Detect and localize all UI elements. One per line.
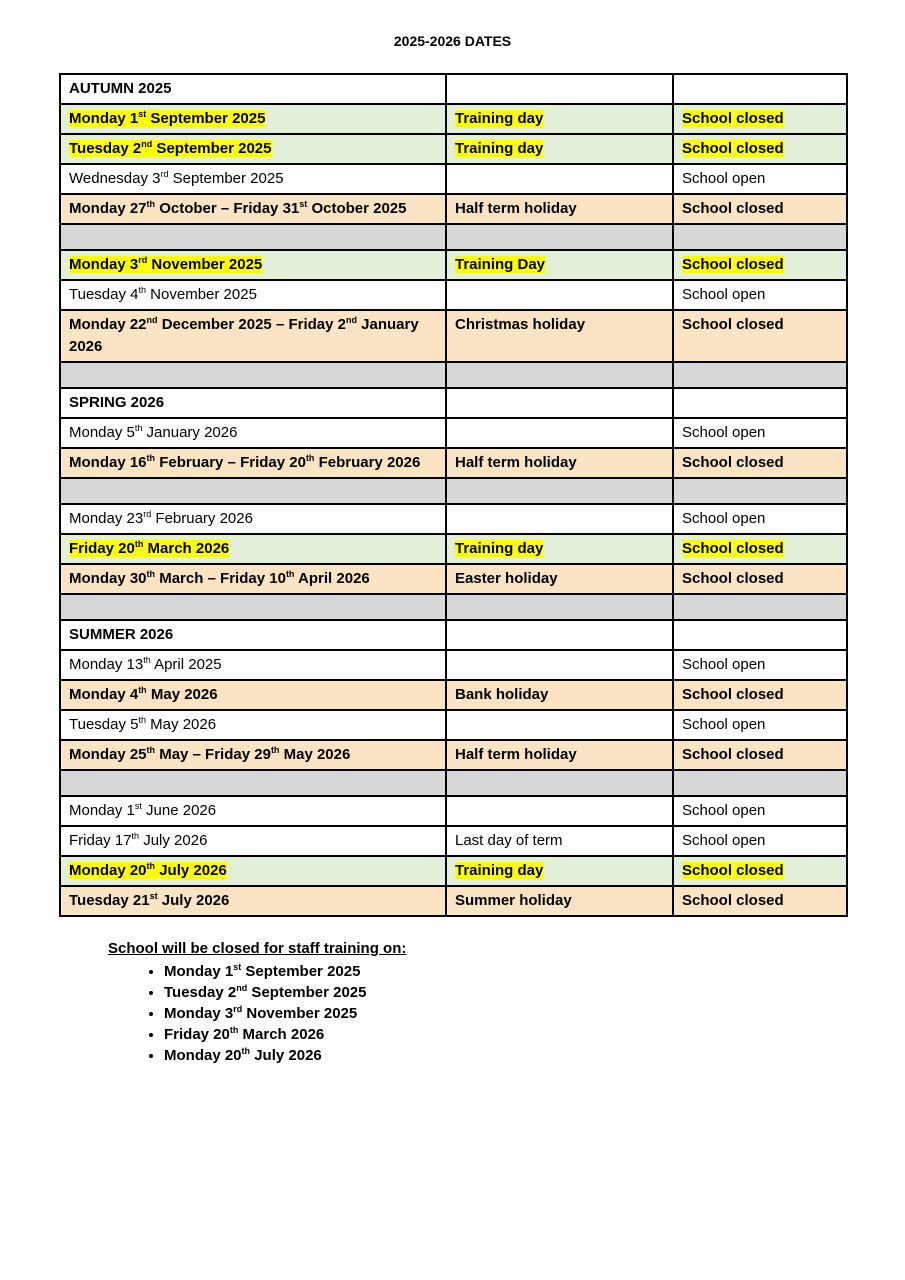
date-cell bbox=[60, 770, 446, 796]
event-cell bbox=[446, 826, 673, 856]
training-day-item: • Monday 20th July 2026 bbox=[164, 1045, 406, 1066]
table-row bbox=[60, 740, 847, 770]
status-cell-text: School open bbox=[682, 832, 766, 849]
table-row bbox=[60, 564, 847, 594]
date-cell bbox=[60, 564, 446, 594]
status-cell bbox=[673, 250, 847, 280]
date-cell bbox=[60, 504, 446, 534]
date-cell-text: Tuesday 5th May 2026 bbox=[69, 715, 217, 733]
training-days-heading: School will be closed for staff training on: bbox=[108, 940, 407, 957]
status-cell-text: School closed bbox=[682, 200, 784, 217]
date-cell-text: Monday 16th February – Friday 20th February 2026 bbox=[69, 453, 421, 471]
date-cell-text: Monday 3rd November 2025 bbox=[69, 255, 263, 273]
event-cell bbox=[446, 362, 673, 388]
event-cell bbox=[446, 856, 673, 886]
event-cell bbox=[446, 224, 673, 250]
status-cell bbox=[673, 594, 847, 620]
status-cell bbox=[673, 280, 847, 310]
training-day-item: • Monday 3rd November 2025 bbox=[164, 1003, 406, 1024]
status-cell-text: School open bbox=[682, 170, 766, 187]
event-cell bbox=[446, 134, 673, 164]
status-cell bbox=[673, 740, 847, 770]
status-cell bbox=[673, 886, 847, 916]
table-row bbox=[60, 104, 847, 134]
term-header-row bbox=[60, 388, 847, 418]
date-cell bbox=[60, 74, 446, 104]
event-cell bbox=[446, 710, 673, 740]
date-cell bbox=[60, 856, 446, 886]
date-cell bbox=[60, 710, 446, 740]
date-cell-text: AUTUMN 2025 bbox=[69, 80, 172, 97]
event-cell bbox=[446, 594, 673, 620]
table-row bbox=[60, 886, 847, 916]
status-cell-text: School open bbox=[682, 802, 766, 819]
status-cell bbox=[673, 620, 847, 650]
date-cell bbox=[60, 250, 446, 280]
status-cell-text: School closed bbox=[682, 746, 784, 763]
event-cell bbox=[446, 796, 673, 826]
date-cell bbox=[60, 650, 446, 680]
date-cell-text: Tuesday 4th November 2025 bbox=[69, 285, 257, 303]
event-cell-text: Bank holiday bbox=[455, 686, 549, 703]
table-row bbox=[60, 650, 847, 680]
event-cell bbox=[446, 478, 673, 504]
event-cell bbox=[446, 280, 673, 310]
date-cell-text: Monday 23rd February 2026 bbox=[69, 509, 253, 527]
event-cell bbox=[446, 564, 673, 594]
date-cell bbox=[60, 362, 446, 388]
status-cell-text: School closed bbox=[682, 316, 784, 333]
date-cell bbox=[60, 310, 446, 362]
status-cell-text: School closed bbox=[682, 454, 784, 471]
status-cell bbox=[673, 104, 847, 134]
event-cell-text: Training day bbox=[455, 862, 544, 879]
table-row bbox=[60, 134, 847, 164]
table-row bbox=[60, 826, 847, 856]
date-cell-text: Monday 13th April 2025 bbox=[69, 655, 222, 673]
event-cell-text: Last day of term bbox=[455, 832, 563, 849]
training-days-list bbox=[108, 961, 406, 1066]
term-header-row bbox=[60, 74, 847, 104]
status-cell bbox=[673, 194, 847, 224]
event-cell bbox=[446, 680, 673, 710]
training-day-item: • Friday 20th March 2026 bbox=[164, 1024, 406, 1045]
date-cell-text: Tuesday 2nd September 2025 bbox=[69, 139, 272, 157]
status-cell-text: School closed bbox=[682, 256, 784, 273]
status-cell-text: School closed bbox=[682, 570, 784, 587]
date-cell-text: Monday 27th October – Friday 31st October 2025 bbox=[69, 199, 407, 217]
event-cell bbox=[446, 74, 673, 104]
date-cell-text: Monday 22nd December 2025 – Friday 2nd January 2026 bbox=[69, 315, 419, 355]
event-cell-text: Christmas holiday bbox=[455, 316, 586, 333]
table-row bbox=[60, 250, 847, 280]
status-cell bbox=[673, 826, 847, 856]
table-row bbox=[60, 310, 847, 362]
separator-row bbox=[60, 770, 847, 796]
status-cell bbox=[673, 710, 847, 740]
event-cell-text: Half term holiday bbox=[455, 454, 577, 471]
separator-row bbox=[60, 362, 847, 388]
page-title: 2025-2026 DATES bbox=[393, 33, 512, 49]
status-cell bbox=[673, 650, 847, 680]
event-cell bbox=[446, 534, 673, 564]
status-cell bbox=[673, 478, 847, 504]
status-cell bbox=[673, 856, 847, 886]
event-cell-text: Training day bbox=[455, 540, 544, 557]
status-cell-text: School open bbox=[682, 716, 766, 733]
date-cell-text: Monday 5th January 2026 bbox=[69, 423, 238, 441]
event-cell-text: Training Day bbox=[455, 256, 546, 273]
event-cell bbox=[446, 388, 673, 418]
date-cell bbox=[60, 826, 446, 856]
event-cell bbox=[446, 650, 673, 680]
table-row bbox=[60, 448, 847, 478]
date-cell bbox=[60, 418, 446, 448]
date-cell-text: SUMMER 2026 bbox=[69, 626, 174, 643]
date-cell bbox=[60, 448, 446, 478]
event-cell bbox=[446, 620, 673, 650]
event-cell-text: Half term holiday bbox=[455, 200, 577, 217]
status-cell bbox=[673, 680, 847, 710]
table-row bbox=[60, 534, 847, 564]
date-cell bbox=[60, 134, 446, 164]
date-cell bbox=[60, 224, 446, 250]
date-cell-text: Monday 30th March – Friday 10th April 2026 bbox=[69, 569, 370, 587]
date-cell-text: Monday 1st June 2026 bbox=[69, 801, 217, 819]
status-cell bbox=[673, 770, 847, 796]
training-day-item: • Monday 1st September 2025 bbox=[164, 961, 406, 982]
training-days-note bbox=[108, 940, 406, 1066]
event-cell-text: Training day bbox=[455, 140, 544, 157]
event-cell bbox=[446, 310, 673, 362]
status-cell-text: School closed bbox=[682, 686, 784, 703]
status-cell-text: School closed bbox=[682, 110, 784, 127]
status-cell bbox=[673, 74, 847, 104]
status-cell bbox=[673, 164, 847, 194]
date-cell-text: SPRING 2026 bbox=[69, 394, 165, 411]
separator-row bbox=[60, 594, 847, 620]
date-cell-text: Monday 20th July 2026 bbox=[69, 861, 227, 879]
table-row bbox=[60, 796, 847, 826]
table-row bbox=[60, 710, 847, 740]
status-cell bbox=[673, 504, 847, 534]
status-cell bbox=[673, 134, 847, 164]
status-cell-text: School open bbox=[682, 286, 766, 303]
date-cell bbox=[60, 740, 446, 770]
date-cell-text: Monday 25th May – Friday 29th May 2026 bbox=[69, 745, 351, 763]
status-cell bbox=[673, 448, 847, 478]
separator-row bbox=[60, 478, 847, 504]
event-cell bbox=[446, 104, 673, 134]
event-cell-text: Training day bbox=[455, 110, 544, 127]
event-cell bbox=[446, 250, 673, 280]
status-cell bbox=[673, 534, 847, 564]
event-cell bbox=[446, 504, 673, 534]
event-cell bbox=[446, 164, 673, 194]
separator-row bbox=[60, 224, 847, 250]
table-row bbox=[60, 280, 847, 310]
event-cell bbox=[446, 740, 673, 770]
date-cell bbox=[60, 534, 446, 564]
date-cell bbox=[60, 194, 446, 224]
event-cell-text: Summer holiday bbox=[455, 892, 572, 909]
status-cell bbox=[673, 362, 847, 388]
status-cell-text: School closed bbox=[682, 892, 784, 909]
date-cell bbox=[60, 280, 446, 310]
date-cell-text: Friday 20th March 2026 bbox=[69, 539, 230, 557]
status-cell bbox=[673, 224, 847, 250]
date-cell-text: Wednesday 3rd September 2025 bbox=[69, 169, 284, 187]
status-cell bbox=[673, 564, 847, 594]
status-cell-text: School open bbox=[682, 424, 766, 441]
event-cell bbox=[446, 448, 673, 478]
term-header-row bbox=[60, 620, 847, 650]
status-cell-text: School closed bbox=[682, 140, 784, 157]
table-row bbox=[60, 504, 847, 534]
date-cell bbox=[60, 104, 446, 134]
date-cell-text: Tuesday 21st July 2026 bbox=[69, 891, 230, 909]
status-cell-text: School closed bbox=[682, 862, 784, 879]
date-cell-text: Monday 1st September 2025 bbox=[69, 109, 266, 127]
status-cell-text: School open bbox=[682, 656, 766, 673]
event-cell bbox=[446, 886, 673, 916]
date-cell bbox=[60, 886, 446, 916]
date-cell bbox=[60, 478, 446, 504]
date-cell bbox=[60, 594, 446, 620]
term-dates-body bbox=[60, 74, 847, 916]
date-cell-text: Monday 4th May 2026 bbox=[69, 685, 218, 703]
table-row bbox=[60, 194, 847, 224]
date-cell bbox=[60, 388, 446, 418]
date-cell bbox=[60, 796, 446, 826]
status-cell bbox=[673, 310, 847, 362]
status-cell-text: School open bbox=[682, 510, 766, 527]
event-cell bbox=[446, 418, 673, 448]
date-cell bbox=[60, 164, 446, 194]
date-cell bbox=[60, 620, 446, 650]
table-row bbox=[60, 418, 847, 448]
training-day-item: • Tuesday 2nd September 2025 bbox=[164, 982, 406, 1003]
event-cell bbox=[446, 194, 673, 224]
status-cell bbox=[673, 796, 847, 826]
table-row bbox=[60, 856, 847, 886]
event-cell-text: Easter holiday bbox=[455, 570, 558, 587]
date-cell bbox=[60, 680, 446, 710]
term-dates-table bbox=[59, 73, 848, 917]
event-cell-text: Half term holiday bbox=[455, 746, 577, 763]
table-row bbox=[60, 680, 847, 710]
event-cell bbox=[446, 770, 673, 796]
status-cell bbox=[673, 418, 847, 448]
date-cell-text: Friday 17th July 2026 bbox=[69, 831, 208, 849]
table-row bbox=[60, 164, 847, 194]
status-cell-text: School closed bbox=[682, 540, 784, 557]
status-cell bbox=[673, 388, 847, 418]
